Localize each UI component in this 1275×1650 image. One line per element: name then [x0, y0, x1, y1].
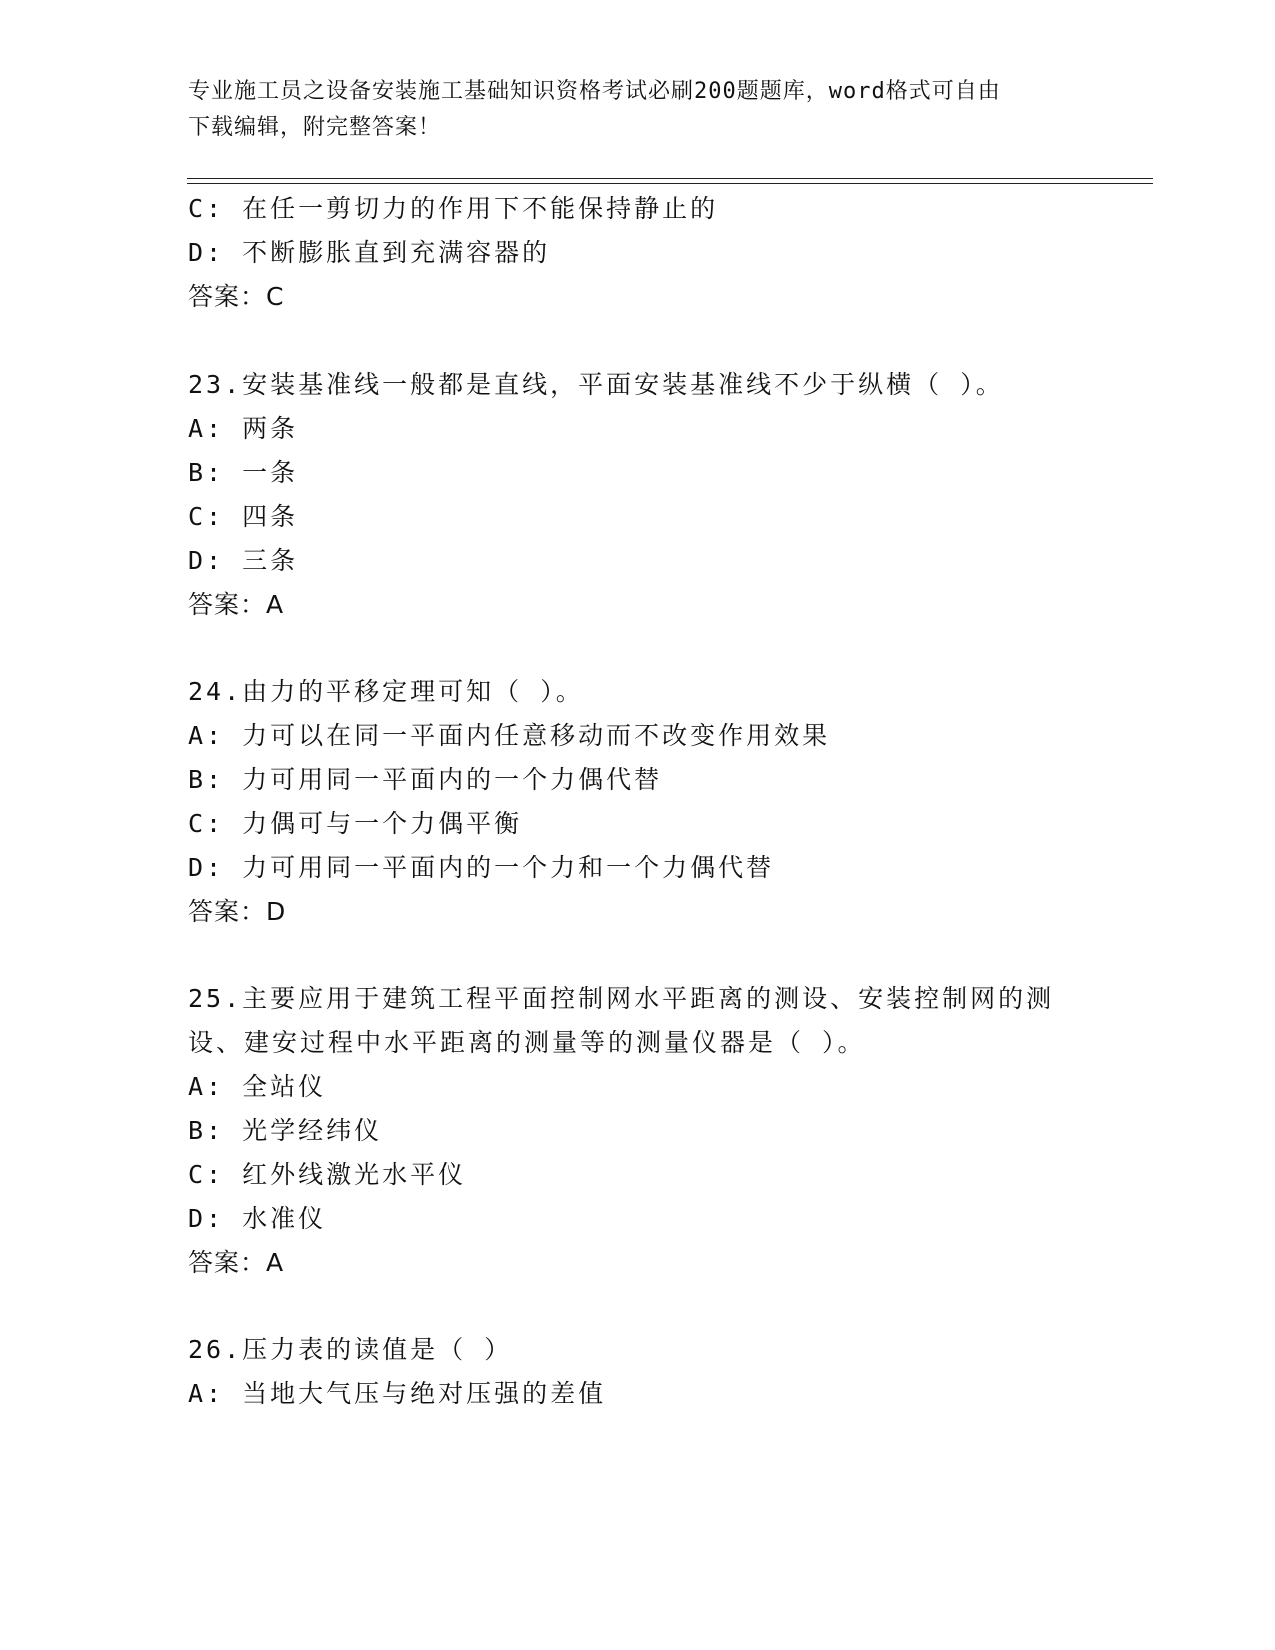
- q25-question-line-1: 25.主要应用于建筑工程平面控制网水平距离的测设、安装控制网的测: [188, 984, 1055, 1013]
- document-title-line-1: 专业施工员之设备安装施工基础知识资格考试必刷200题题库，word格式可自由: [188, 79, 1001, 104]
- q23-option-d: D: 三条: [188, 546, 299, 575]
- q26-option-a: A: 当地大气压与绝对压强的差值: [188, 1379, 607, 1408]
- q22-option-c: C: 在任一剪切力的作用下不能保持静止的: [188, 194, 719, 223]
- q22-option-d: D: 不断膨胀直到充满容器的: [188, 238, 551, 267]
- q23-option-b: B: 一条: [188, 458, 299, 487]
- q25-option-d: D: 水准仪: [188, 1204, 327, 1233]
- document-title-line-2: 下载编辑，附完整答案！: [188, 115, 442, 140]
- q25-option-a: A: 全站仪: [188, 1072, 327, 1101]
- q23-option-a: A: 两条: [188, 414, 299, 443]
- q24-option-d: D: 力可用同一平面内的一个力和一个力偶代替: [188, 853, 775, 882]
- q24-question: 24.由力的平移定理可知（ ）。: [188, 677, 584, 706]
- document-title: [188, 74, 1088, 146]
- q24-option-a: A: 力可以在同一平面内任意移动而不改变作用效果: [188, 721, 831, 750]
- q22-answer: 答案：C: [188, 282, 285, 311]
- q23-answer: 答案：A: [188, 590, 285, 619]
- q25-question-line-2: 设、建安过程中水平距离的测量等的测量仪器是（ ）。: [188, 1028, 866, 1057]
- q26-question: 26.压力表的读值是（ ）: [188, 1335, 513, 1364]
- q24-option-b: B: 力可用同一平面内的一个力偶代替: [188, 765, 663, 794]
- q25-option-b: B: 光学经纬仪: [188, 1116, 383, 1145]
- q25-option-c: C: 红外线激光水平仪: [188, 1160, 467, 1189]
- q24-option-c: C: 力偶可与一个力偶平衡: [188, 809, 523, 838]
- header-divider-bottom: [187, 183, 1153, 184]
- q23-option-c: C: 四条: [188, 502, 299, 531]
- q25-answer: 答案：A: [188, 1248, 285, 1277]
- q24-answer: 答案：D: [188, 897, 287, 926]
- header-divider-top: [187, 178, 1153, 179]
- q23-question: 23.安装基准线一般都是直线，平面安装基准线不少于纵横（ ）。: [188, 370, 1004, 399]
